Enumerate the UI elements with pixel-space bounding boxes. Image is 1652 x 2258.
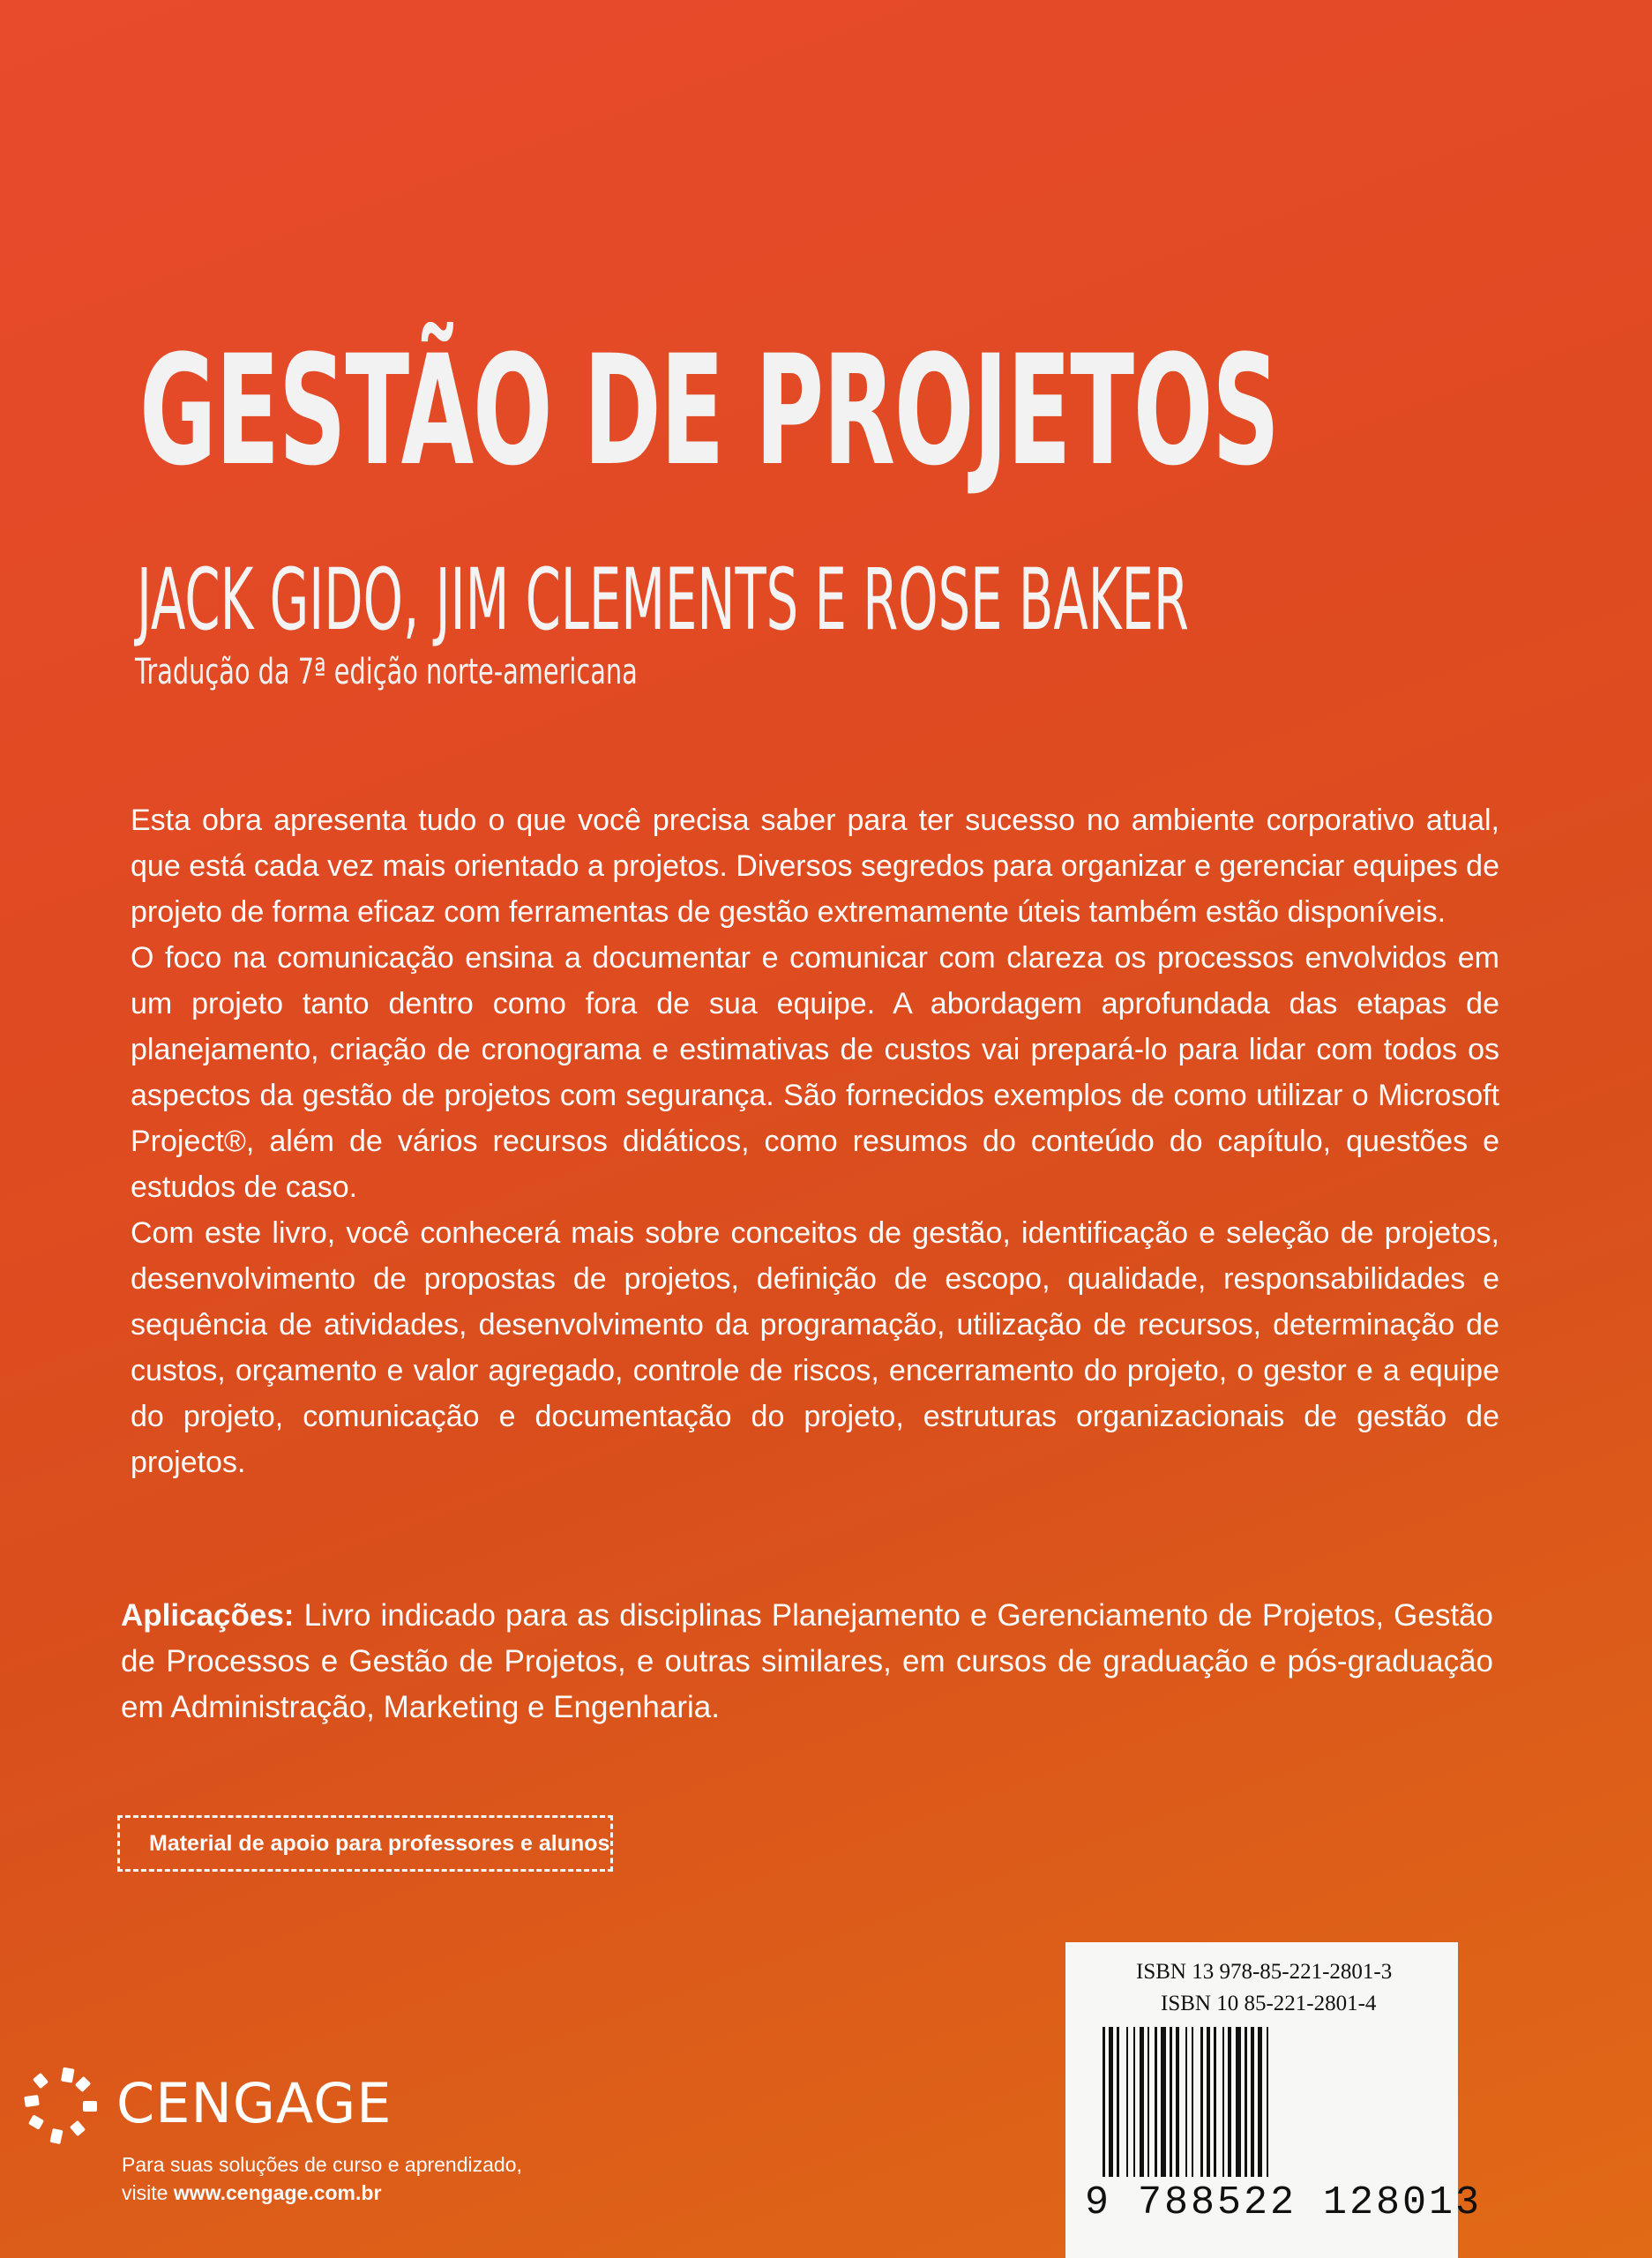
- applications-section: [121, 1593, 1493, 1731]
- barcode: [1103, 2027, 1438, 2177]
- visit-line: [122, 2179, 522, 2207]
- tagline-text: Para suas soluções de curso e aprendizado,: [122, 2153, 522, 2176]
- support-material-label: Material de apoio para professores e alunos: [149, 1830, 610, 1856]
- book-authors: JACK GIDO, JIM CLEMENTS E ROSE BAKER: [137, 550, 1189, 649]
- visit-prefix: visite: [122, 2181, 174, 2204]
- book-title: GESTÃO DE PROJETOS: [139, 322, 1279, 499]
- publisher-website-link[interactable]: www.cengage.com.br: [173, 2181, 382, 2204]
- isbn-barcode-label: [1065, 1942, 1483, 2258]
- description-paragraph: Com este livro, você conhecerá mais sobre conceitos de gestão, identificação e seleção de projetos, desenvolvimento de propostas de projetos, definição de escopo, qualidade, responsabilidades e sequência de atividades, desenvolvimento da programação, utilização de recursos, determinação de custos, orçamento e valor agregado, controle de riscos, encerramento do projeto, o gestor e a equipe do projeto, comunicação e documentação do projeto, estruturas organizacionais de gestão de projetos.: [131, 1216, 1499, 1479]
- publisher-tagline: [122, 2150, 522, 2207]
- applications-text: Livro indicado para as disciplinas Planejamento e Gerenciamento de Projetos, Gestão de Processos e Gestão de Projetos, e outras similares, em cursos de graduação e pós-graduação em Administração, Marketing e Engenharia.: [121, 1598, 1493, 1724]
- isbn-13: ISBN 13 978-85-221-2801-3: [1136, 1960, 1393, 1984]
- cengage-burst-icon: [18, 2062, 106, 2150]
- isbn-10: ISBN 10 85-221-2801-4: [1161, 1992, 1377, 2015]
- applications-label: Aplicações:: [121, 1598, 295, 1633]
- description-paragraph: O foco na comunicação ensina a documentar e comunicar com clareza os processos envolvidos em um projeto tanto dentro como fora de sua equipe. A abordagem aprofundada das etapas de planejamento, criação de cronograma e estimativas de custos vai prepará-lo para lidar com todos os aspectos da gestão de projetos com segurança. São fornecidos exemplos de como utilizar o Microsoft Project®, além de vários recursos didáticos, como resumos do conteúdo do capítulo, questões e estudos de caso.: [131, 941, 1499, 1204]
- book-description: [131, 797, 1499, 1485]
- support-material-box: [117, 1815, 613, 1872]
- publisher-logo: [18, 2062, 547, 2203]
- description-paragraph: Esta obra apresenta tudo o que você precisa saber para ter sucesso no ambiente corporativo atual, que está cada vez mais orientado a projetos. Diversos segredos para organizar e gerenciar equipes de projeto de forma eficaz com ferramentas de gestão extremamente úteis também estão disponíveis.: [131, 804, 1499, 929]
- edition-subtitle: Tradução da 7ª edição norte-americana: [135, 652, 638, 692]
- publisher-name: CENGAGE: [116, 2071, 392, 2135]
- barcode-digits: 9 788522 128013: [1085, 2180, 1483, 2225]
